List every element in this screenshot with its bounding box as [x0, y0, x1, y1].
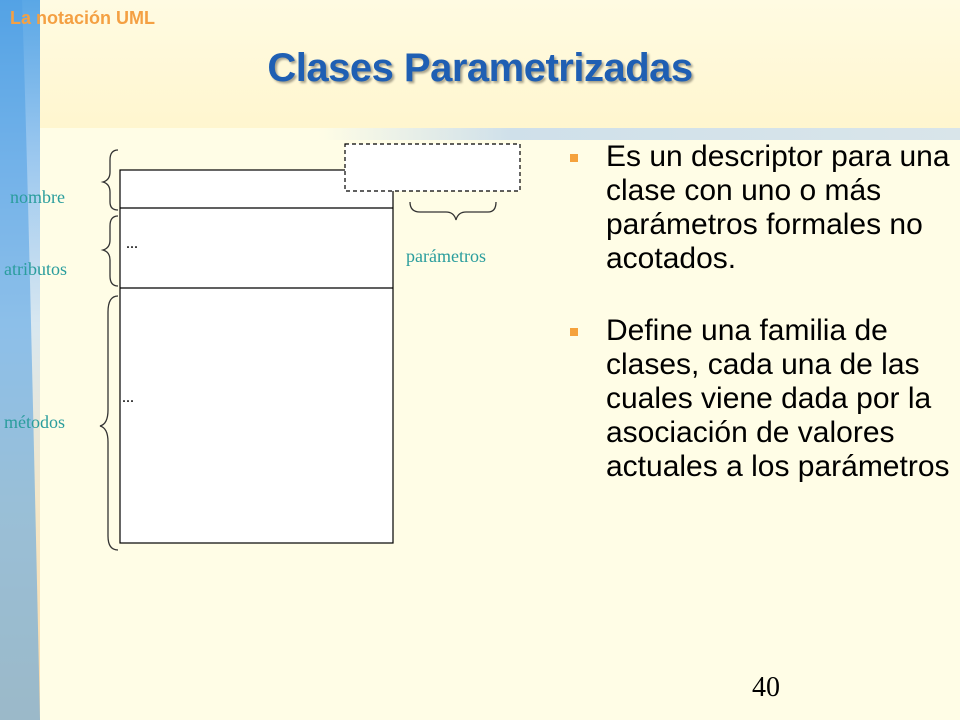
nombre-label: nombre — [10, 187, 65, 207]
methods-ellipsis: ... — [122, 389, 134, 406]
page-number: 40 — [752, 672, 780, 703]
bullet-item — [570, 314, 955, 484]
metodos-brace — [100, 296, 118, 550]
attributes-ellipsis: ... — [126, 235, 138, 252]
slide-title: Clases Parametrizadas — [267, 46, 693, 90]
header-label: La notación UML — [10, 8, 155, 28]
metodos-label: métodos — [4, 412, 65, 432]
nombre-brace — [103, 150, 118, 210]
bullet-item — [570, 140, 955, 276]
bullet-list — [570, 140, 955, 522]
parametros-label: parámetros — [406, 246, 486, 266]
parametros-brace — [410, 202, 496, 220]
bullet-text: Define una familia de clases, cada una de las cuales viene dada por la asociación de valores actuales a los parámetros — [606, 314, 950, 483]
class-box — [120, 170, 393, 543]
bullet-square-icon — [570, 154, 578, 162]
bullet-text: Es un descriptor para una clase con uno o más parámetros formales no acotados. — [606, 140, 950, 275]
atributos-brace — [103, 216, 118, 286]
bullet-square-icon — [570, 328, 578, 336]
parameters-dashed-box — [345, 144, 520, 191]
atributos-label: atributos — [4, 259, 67, 279]
